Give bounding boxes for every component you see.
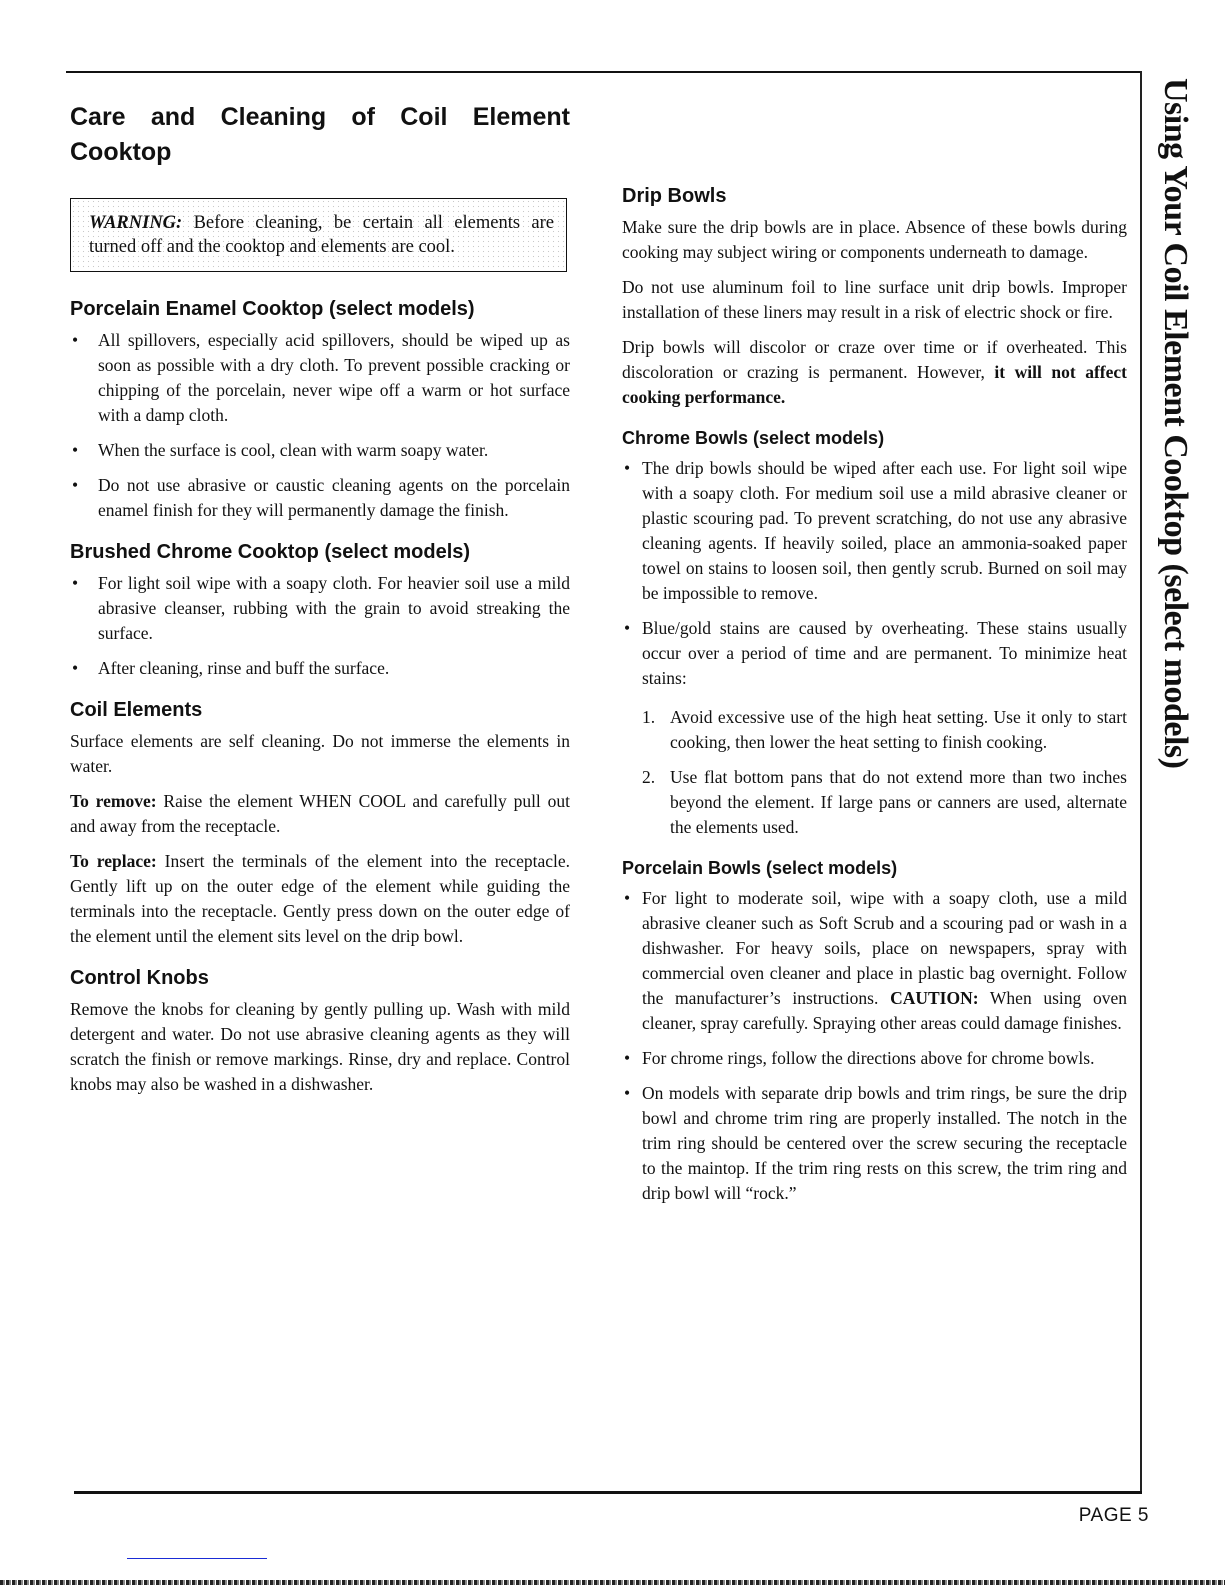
replace-label: To replace: xyxy=(70,851,157,871)
list-item: • When the surface is cool, clean with warm soapy water. xyxy=(70,438,570,463)
warning-label: WARNING: xyxy=(89,213,183,233)
left-column xyxy=(70,100,570,1107)
warning-text: Before cleaning, be certain all elements are turned off and the cooktop and elements are cool. xyxy=(89,213,554,257)
list-item: • On models with separate drip bowls and trim rings, be sure the drip bowl and chrome trim ring are properly installed. The notch in the trim ring should be centered over the screw securing the receptacle to the maintop. If the trim ring rests on this screw, the trim ring and drip bowl will “rock.” xyxy=(622,1081,1127,1206)
remove-text: Raise the element WHEN COOL and carefully pull out and away from the receptacle. xyxy=(70,791,570,836)
paragraph xyxy=(622,335,1127,410)
list-item: • After cleaning, rinse and buff the surface. xyxy=(70,656,570,681)
right-rule xyxy=(1140,71,1142,1493)
page-title: Care and Cleaning of Coil Element Cooktop xyxy=(70,103,570,166)
list-item: • The drip bowls should be wiped after each use. For light soil wipe with a soapy cloth. For medium soil use a mild abrasive cleaner or plastic scouring pad. To prevent scratching, do not use any abrasive cleaning agents. If heavily soiled, place an ammonia-soaked paper towel on stains to loosen soil, then gently scrub. Burned on soil may be impossible to remove. xyxy=(622,456,1127,606)
paragraph: Surface elements are self cleaning. Do not immerse the elements in water. xyxy=(70,731,570,776)
list-item: • All spillovers, especially acid spillovers, should be wiped up as soon as possible with a dry cloth. To prevent possible cracking or chipping of the porcelain, never wipe off a warm or hot surface with a damp cloth. xyxy=(70,328,570,428)
right-column xyxy=(622,183,1127,1220)
section-heading: Porcelain Enamel Cooktop (select models) xyxy=(70,298,475,320)
section-control-knobs xyxy=(70,965,570,1097)
step-text: Avoid excessive use of the high heat setting. Use it only to start cooking, then lower the heat setting to finish cooking. xyxy=(670,707,1127,752)
list-item xyxy=(622,886,1127,1036)
list-item: • Do not use abrasive or caustic cleaning agents on the porcelain enamel finish for they will permanently damage the finish. xyxy=(70,473,570,523)
step-number: 2. xyxy=(642,767,656,787)
section-chrome-bowls xyxy=(622,426,1127,840)
warning-box xyxy=(70,198,567,272)
emphasis-text: it will not affect cooking performance. xyxy=(622,362,1127,407)
section-porcelain-enamel-cooktop xyxy=(70,296,570,523)
bottom-rule xyxy=(74,1491,1142,1494)
remove-label: To remove: xyxy=(70,791,157,811)
section-heading: Brushed Chrome Cooktop (select models) xyxy=(70,541,471,563)
section-brushed-chrome-cooktop xyxy=(70,539,570,681)
caution-label: CAUTION: xyxy=(890,988,979,1008)
page-number: PAGE 5 xyxy=(1078,1505,1149,1526)
section-heading: Control Knobs xyxy=(70,967,209,989)
section-porcelain-bowls xyxy=(622,856,1127,1206)
paragraph-text: Drip bowls will discolor or craze over time or if overheated. This discoloration or crazing is permanent. However, xyxy=(622,337,1127,382)
section-heading: Chrome Bowls (select models) xyxy=(622,428,885,448)
side-title xyxy=(1150,78,1210,769)
side-title-text: Using Your Coil Element Cooktop (select models) xyxy=(1157,78,1194,769)
section-coil-elements xyxy=(70,697,570,949)
list-item: • Blue/gold stains are caused by overheating. These stains usually occur over a period of time and are permanent. To minimize heat stains: xyxy=(622,616,1127,691)
section-heading: Porcelain Bowls (select models) xyxy=(622,858,898,878)
paragraph: Do not use aluminum foil to line surface unit drip bowls. Improper installation of these liners may result in a risk of electric shock or fire. xyxy=(622,277,1127,322)
step-number: 1. xyxy=(642,707,656,727)
paragraph: Make sure the drip bowls are in place. Absence of these bowls during cooking may subject wiring or components underneath to damage. xyxy=(622,217,1127,262)
list-item-text: When using oven cleaner, spray carefully. Spraying other areas could damage finishes. xyxy=(642,988,1127,1033)
paragraph-remove xyxy=(70,789,570,839)
link-underline[interactable] xyxy=(127,1558,267,1559)
top-rule xyxy=(66,71,1142,73)
list-item: • For chrome rings, follow the directions above for chrome bowls. xyxy=(622,1046,1127,1071)
paragraph-replace xyxy=(70,849,570,949)
replace-text: Insert the terminals of the element into the receptacle. Gently lift up on the outer edge of the element while guiding the terminals into the receptacle. Gently press down on the outer edge of the element until the element sits level on the drip bowl. xyxy=(70,851,570,946)
step-text: Use flat bottom pans that do not extend more than two inches beyond the element. If large pans or canners are used, alternate the elements used. xyxy=(670,767,1127,837)
numbered-step xyxy=(642,705,1127,755)
numbered-step xyxy=(642,765,1127,840)
section-heading: Drip Bowls xyxy=(622,185,727,207)
scan-edge xyxy=(0,1580,1225,1585)
section-drip-bowls xyxy=(622,183,1127,410)
section-heading: Coil Elements xyxy=(70,699,203,721)
list-item: • For light soil wipe with a soapy cloth. For heavier soil use a mild abrasive cleanser, rubbing with the grain to avoid streaking the surface. xyxy=(70,571,570,646)
paragraph: Remove the knobs for cleaning by gently pulling up. Wash with mild detergent and water. Do not use abrasive cleaning agents as they will scratch the finish or remove markings. Rinse, dry and replace. Control knobs may also be washed in a dishwasher. xyxy=(70,999,570,1094)
list-item-text: For light to moderate soil, wipe with a soapy cloth, use a mild abrasive cleaner such as Soft Scrub and a scouring pad or wash in a dishwasher. For heavy soils, place on newspapers, spray with commercial oven cleaner and place in plastic bag overnight. Follow the manufacturer’s instructions. xyxy=(642,888,1127,1008)
